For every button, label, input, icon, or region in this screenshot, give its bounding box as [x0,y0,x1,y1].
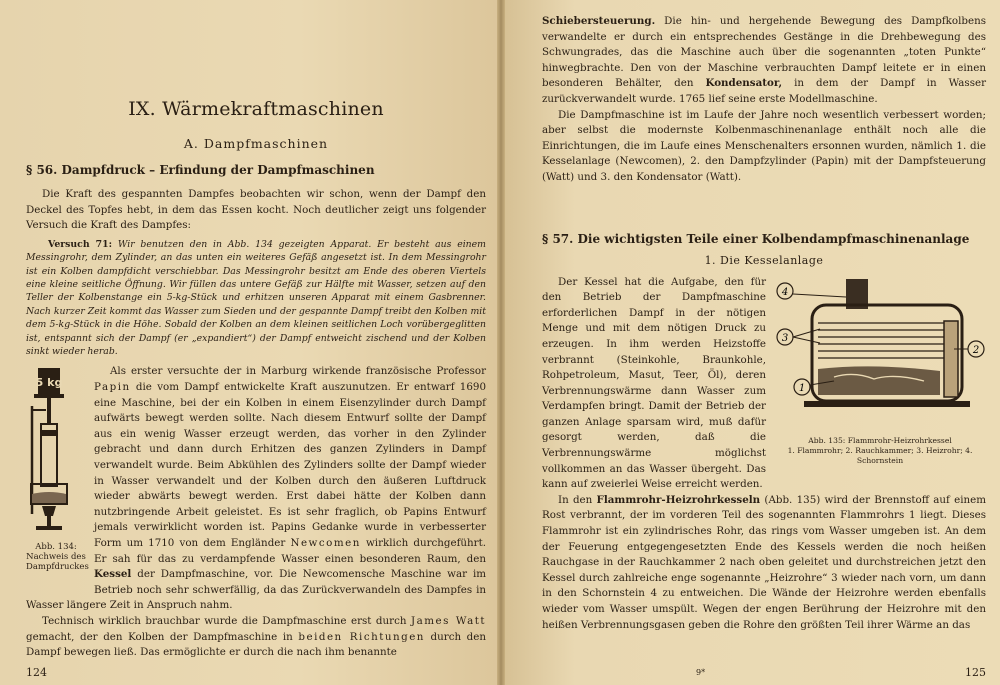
term-schiebersteuerung: Schiebersteuerung. [542,15,656,27]
text-run: gemacht, der den Kolben der Dampfmaschine in [26,630,299,643]
steam-pressure-apparatus-illustration [26,366,86,536]
figure-135-caption-title: Abb. 135: Flammrohr-Heizrohrkessel [808,435,952,445]
name-papin: Papin [94,381,131,394]
intro-paragraph: Die Kraft des gespannten Dampfes beobachten wir schon, wenn der Dampf den Deckel des Topfes hebt, in dem das Essen kocht. Noch deutlicher zeigt uns folgender Versuch die Kraft des Dampfes: [26,188,486,232]
term-kessel: Kessel [94,568,132,581]
subheading-kesselanlage: 1. Die Kesselanlage [704,253,824,267]
text-run: In den [558,493,597,506]
watt-paragraph [26,614,486,661]
flammrohr-paragraph [542,493,986,633]
kessel-paragraph: Der Kessel hat die Aufgabe, den für den Betrieb der Dampfmaschine erforderlichen Dampf in der nötigen Menge und mit dem nötigen Druck zu erzeugen. In ihm werden Heizstoffe verbrannt (Steinkohle, Braunkohle, Rohpetroleum, Masut, Teer, Öl), deren Verbrennungswärme dann Wasser zum Verdampfen bringt. Damit der Betrieb der ganzen Anlage sparsam wird, muß dafür gesorgt werden, daß die Verbrennungswärme möglichst vollkommen an das Wasser übergeht. Das kann auf zweierlei Weise erreicht werden. [542,275,766,491]
label-1: 1 [798,382,806,394]
figure-135 [774,277,986,466]
boiler-diagram-illustration [774,277,986,432]
experiment-label: Versuch 71: [48,238,113,250]
term-beiden-richtungen: beiden Richtungen [298,630,425,643]
papin-paragraph [26,364,486,614]
figure-134 [26,366,89,591]
text-run: Technisch wirklich brauchbar wurde die Dampfmaschine erst durch [42,614,411,627]
text-run: in dem der Dampf in Wasser zurückverwandelt wurde. 1765 lief seine erste Modellmaschine. [542,77,986,105]
book-gutter [497,0,505,685]
label-2: 2 [972,344,980,356]
term-flammrohr-heizrohrkesseln: Flammrohr-Heizrohrkesseln [596,493,761,506]
weight-label: 5 kg [35,376,63,390]
term-kondensator: Kondensator, [705,77,783,90]
watt-continuation-paragraph [542,14,986,108]
section-title-57: § 57. Die wichtigsten Teile einer Kolbendampfmaschinenanlage [542,231,970,246]
right-page [500,0,1000,685]
text-run: der Dampfmaschine, vor. Die Newcomensche Maschine war im Betrieb noch sehr schwerfällig, da das Zurückverwandeln des Dampfes in Wasser längere Zeit in Anspruch nahm. [26,568,486,612]
page-number-right: 125 [965,666,986,679]
improvements-paragraph: Die Dampfmaschine ist im Laufe der Jahre noch wesentlich verbessert worden; aber selbst die modernste Kolbenmaschinenanlage enthält noch alle die Einrichtungen, die im Laufe eines Menschenalters ersonnen wurden, nämlich 1. die Kesselanlage (Newcomen), 2. den Dampfzylinder (Papin) mit der Dampfsteuerung (Watt) und 3. den Kondensator (Watt). [542,108,986,183]
experiment-text: Wir benutzen den in Abb. 134 gezeigten Apparat. Er besteht aus einem Messingrohr, dem Zylinder, an das unten ein weiteres Gefäß angesetzt ist. In dem Messingrohr ist ein Kolben dampfdicht verschiebbar. Das Messingrohr besitzt am Ende des oberen Viertels eine kleine seitliche Öffnung. Wir füllen das untere Gefäß zur Hälfte mit Wasser, setzen auf den Teller der Kolbenstange ein 5-kg-Stück und erhitzen unseren Apparat mit einem Gasbrenner. Nach kurzer Zeit kommt das Wasser zum Sieden und der gespannte Dampf treibt den Kolben mit dem 5-kg-Stück in die Höhe. Sobald der Kolben an dem kleinen seitlichen Loch vorübergeglitten ist, entspannt sich der Dampf (er „expandiert“) der Dampf entweicht zischend und der Kolben sinkt wieder herab. [26,238,486,358]
text-run: Die hin- und hergehende Bewegung des Dampfkolbens verwandelte er durch ein entsprechendes Gestänge in die Drehbewegung des Schwungrades, das die Maschine auch über die sogenannten „toten Punkte“ hinwegbrachte. Den von der Maschine verbrauchten Dampf leitete er in einen besonderen Behälter, den [542,15,986,90]
figure-134-caption: Abb. 134: Nachweis des Dampfdruckes [26,542,89,573]
figure-135-caption-legend: 1. Flammrohr; 2. Rauchkammer; 3. Heizrohr; 4. Schornstein [787,445,973,465]
experiment-71 [26,238,486,359]
text-run: (Abb. 135) wird der Brennstoff auf einem Rost verbrannt, der im vorderen Teil des sogenannten Flammrohrs 1 liegt. Dieses Flammrohr ist ein zylindrisches Rohr, das rings vom Wasser umgeben ist. An dem der Feuerung entgegengesetzten Ende des Kessels werden die noch heißen Rauchgase in der Rauchkammer 2 nach oben geleitet und durchstreichen jetzt den Kessel durch zahlreiche enge sogenannte „Heizrohre“ 3 wieder nach vorn, um dann in den Schornstein 4 zu entweichen. Die Wände der Heizrohre werden ebenfalls wieder vom Wasser umspült. Wegen der engen Berührung der Heizrohre mit den heißen Verbrennungsgasen geben die Rohre den größten Teil ihrer Wärme an das [542,493,986,631]
name-james-watt: James Watt [410,614,486,627]
text-run: die vom Dampf entwickelte Kraft auszunutzen. Er entwarf 1690 eine Maschine, bei der ein Kolben in einem Eisenzylinder durch Dampf aufwärts bewegt werden sollte. Nach diesem Entwurf sollte der Dampf aus ein wenig Wasser erzeugt werden, das vorher in den Zylinder gebracht und dann durch Erhitzen des ganzen Zylinders in Dampf verwandelt wurde. Beim Abkühlen des Zylinders sollte der Dampf wieder in Wasser verwandelt und der Kolben durch den äußeren Luftdruck wieder abwärts bewegt werden. Erst dabei hätte der Kolben dann nutzbringende Arbeit geleistet. Es ist sehr fraglich, ob Papins Entwurf jemals verwirklicht worden ist. Papins Gedanke wurde in verbesserter Form um 1710 von dem Engländer [94,381,486,549]
text-run: durch den Dampf bewegen ließ. Das ermöglichte er durch die nach ihm benannte [26,630,486,659]
chapter-title: IX. Wärmekraftmaschinen [128,98,384,120]
section-title-56: § 56. Dampfdruck – Erfindung der Dampfmaschinen [26,163,375,177]
page-number-left: 124 [26,666,47,679]
label-4: 4 [781,286,789,298]
subheading-dampfmaschinen: A. Dampfmaschinen [183,136,329,151]
label-3: 3 [781,332,789,344]
signature-mark: 9* [696,668,706,677]
text-run: wirklich durchgeführt. Er sah für das zu verdampfende Wasser einen besonderen Raum, den [94,536,487,565]
name-newcomen: Newcomen [290,536,361,549]
text-run: Als erster versuchte der in Marburg wirkende französische Professor [110,365,486,378]
